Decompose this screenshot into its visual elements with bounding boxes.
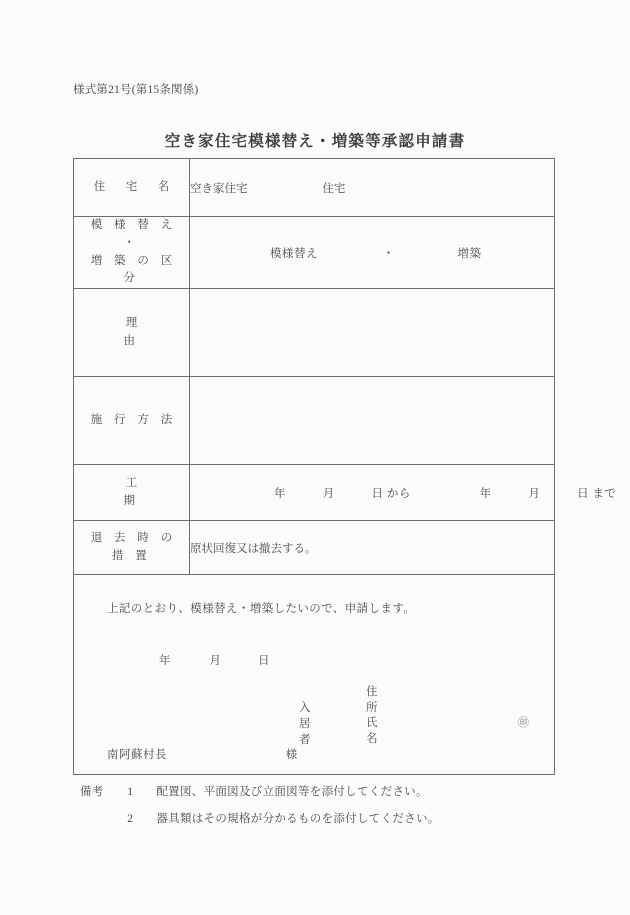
statement-date-month[interactable]: 月	[209, 655, 222, 668]
applicant-label: 入居者	[299, 702, 311, 747]
table-row-statement	[74, 575, 555, 775]
row-label-method	[74, 377, 190, 465]
period-end-month[interactable]: 月	[528, 487, 541, 500]
reason-input-area[interactable]	[190, 289, 555, 377]
note-item-1	[80, 783, 440, 810]
page-title: 空き家住宅模様替え・増築等承認申請書	[164, 133, 466, 150]
note-text: 器具類はその規格が分かるものを添付してください。	[156, 813, 440, 825]
table-row-move-out-measure	[74, 521, 555, 575]
statement-block	[74, 575, 555, 775]
period-start-month[interactable]: 月	[322, 487, 335, 500]
label-text: 住 宅 名	[93, 180, 174, 193]
housing-name-value: 空き家住宅	[190, 182, 248, 195]
note-number: 2	[127, 813, 134, 825]
method-input-area[interactable]	[190, 377, 555, 465]
label-text: 工 期	[123, 476, 206, 507]
addressee-honorific: 様	[285, 749, 298, 762]
applicant-address-label: 住所	[366, 686, 378, 715]
period-end-day[interactable]: 日	[577, 487, 590, 500]
row-label-reason	[74, 289, 206, 377]
period-from-text: から	[386, 487, 411, 500]
period-end-year[interactable]: 年	[479, 487, 492, 500]
notes-heading: 備考	[80, 786, 104, 798]
row-value-work-category	[190, 217, 555, 289]
note-item-2	[80, 810, 440, 837]
applicant-name-label: 氏名	[366, 717, 378, 746]
addressee-name: 南阿蘇村長	[107, 749, 167, 762]
work-category-option-remodel[interactable]: 模様替え	[270, 247, 318, 260]
row-label-move-out-measure	[74, 521, 190, 575]
period-to-text: まで	[592, 487, 617, 500]
row-value-housing-name	[190, 159, 555, 217]
row-label-work-category	[74, 217, 190, 289]
move-out-measure-value: 原状回復又は撤去する。	[190, 521, 555, 575]
table-row-work-category	[74, 217, 555, 289]
row-value-period	[190, 465, 617, 521]
period-start-day[interactable]: 日	[371, 487, 384, 500]
note-text: 配置図、平面図及び立面図等を添付してください。	[156, 786, 428, 798]
statement-date-year[interactable]: 年	[159, 655, 171, 668]
statement-text: 上記のとおり、模様替え・増築したいので、申請します。	[107, 603, 416, 616]
housing-name-suffix: 住宅	[322, 182, 346, 195]
label-text-line2: 増 築 の 区 分	[90, 254, 177, 285]
notes-section	[80, 783, 440, 837]
table-row-reason	[74, 289, 555, 377]
table-row-method	[74, 377, 555, 465]
period-start-year[interactable]: 年	[274, 487, 286, 500]
label-text: 施 行 方 法	[90, 413, 177, 426]
work-category-separator: ・	[382, 247, 395, 260]
statement-date	[159, 652, 270, 668]
form-number: 様式第21号(第15条関係)	[73, 84, 199, 96]
label-text-line1: 模 様 替 え ・	[90, 219, 177, 249]
note-number: 1	[127, 786, 134, 798]
row-label-housing-name	[74, 159, 190, 217]
work-category-option-extension[interactable]: 増築	[457, 247, 482, 260]
table-row-housing-name	[74, 159, 555, 217]
row-label-period	[74, 465, 206, 521]
application-form-table	[73, 158, 617, 775]
seal-icon: ㊞	[518, 717, 529, 730]
addressee-line	[107, 746, 298, 762]
statement-date-day[interactable]: 日	[257, 655, 270, 668]
label-text: 退 去 時 の 措 置	[90, 531, 177, 562]
table-row-period	[74, 465, 555, 521]
label-text: 理 由	[123, 316, 206, 347]
